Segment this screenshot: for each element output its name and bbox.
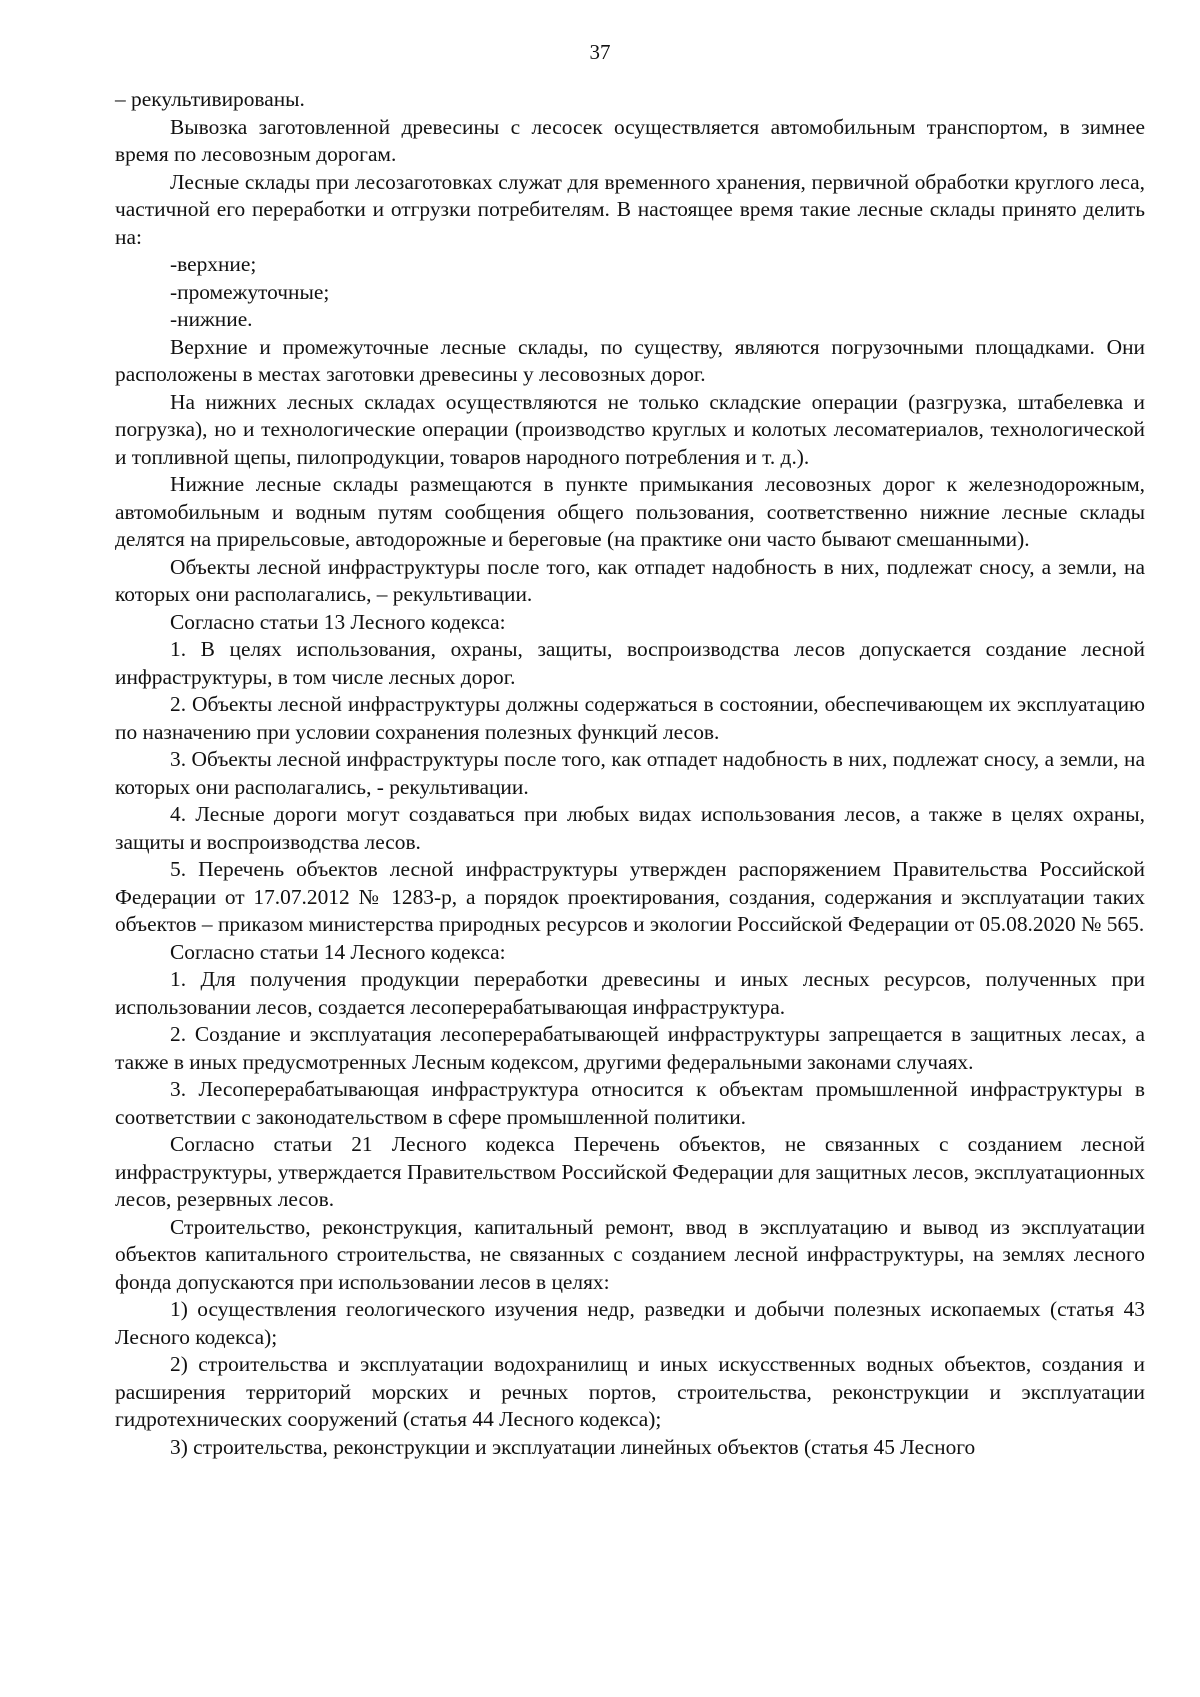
paragraph: -промежуточные; <box>170 279 330 304</box>
paragraph: 1) осуществления геологического изучения недр, разведки и добычи полезных ископаемых (статья 43 Лесного кодекса); <box>115 1297 1145 1349</box>
paragraph: Согласно статьи 13 Лесного кодекса: <box>170 609 506 634</box>
paragraph: Нижние лесные склады размещаются в пункте примыкания лесовозных дорог к железнодорожным, автомобильным и водным путям сообщения общего пользования, соответственно нижние лесные склады делятся на прирельсовые, автодорожные и береговые (на практике они часто бывают смешанными). <box>115 472 1145 551</box>
paragraph: Согласно статьи 14 Лесного кодекса: <box>170 939 506 964</box>
paragraph: 4. Лесные дороги могут создаваться при любых видах использования лесов, а также в целях охраны, защиты и воспроизводства лесов. <box>115 802 1145 854</box>
paragraph: 1. В целях использования, охраны, защиты, воспроизводства лесов допускается создание лесной инфраструктуры, в том числе лесных дорог. <box>115 637 1145 689</box>
page-number: 37 <box>589 40 611 64</box>
paragraph: 5. Перечень объектов лесной инфраструктуры утвержден распоряжением Правительства Российской Федерации от 17.07.2012 № 1283-р, а порядок проектирования, создания, содержания и эксплуатации таких объектов – приказом министерства природных ресурсов и экологии Российской Федерации от 05.08.2020 № 565. <box>115 857 1145 936</box>
paragraph: 3) строительства, реконструкции и эксплуатации линейных объектов (статья 45 Лесного <box>170 1434 976 1459</box>
paragraph: 1. Для получения продукции переработки древесины и иных лесных ресурсов, полученных при использовании лесов, создается лесоперерабатывающая инфраструктура. <box>115 967 1145 1019</box>
paragraph: Объекты лесной инфраструктуры после того, как отпадет надобность в них, подлежат сносу, а земли, на которых они располагались, – рекультивации. <box>115 554 1145 606</box>
paragraph: 3. Объекты лесной инфраструктуры после того, как отпадет надобность в них, подлежат сносу, а земли, на которых они располагались, - рекультивации. <box>115 747 1145 799</box>
paragraph: 2. Объекты лесной инфраструктуры должны содержаться в состоянии, обеспечивающем их эксплуатацию по назначению при условии сохранения полезных функций лесов. <box>115 692 1145 744</box>
paragraph: Верхние и промежуточные лесные склады, по существу, являются погрузочными площадками. Они расположены в местах заготовки древесины у лесовозных дорог. <box>115 334 1145 386</box>
paragraph: 3. Лесоперерабатывающая инфраструктура относится к объектам промышленной инфраструктуры в соответствии с законодательством в сфере промышленной политики. <box>115 1077 1145 1129</box>
paragraph: 2) строительства и эксплуатации водохранилищ и иных искусственных водных объектов, создания и расширения территорий морских и речных портов, строительства, реконструкции и эксплуатации гидротехнических сооружений (статья 44 Лесного кодекса); <box>115 1352 1145 1431</box>
paragraph: Согласно статьи 21 Лесного кодекса Перечень объектов, не связанных с созданием лесной инфраструктуры, утверждается Правительством Российской Федерации для защитных лесов, эксплуатационных лесов, резервных лесов. <box>115 1132 1145 1211</box>
paragraph: На нижних лесных складах осуществляются не только складские операции (разгрузка, штабелевка и погрузка), но и технологические операции (производство круглых и колотых лесоматериалов, технологической и топливной щепы, пилопродукции, товаров народного потребления и т. д.). <box>115 389 1145 469</box>
paragraph: Вывозка заготовленной древесины с лесосек осуществляется автомобильным транспортом, в зимнее время по лесовозным дорогам. <box>115 114 1145 166</box>
paragraph: – рекультивированы. <box>115 87 305 111</box>
paragraph: Лесные склады при лесозаготовках служат для временного хранения, первичной обработки круглого леса, частичной его переработки и отгрузки потребителям. В настоящее время такие лесные склады принято делить на: <box>115 169 1145 249</box>
document-body <box>115 86 1145 1461</box>
paragraph: Строительство, реконструкция, капитальный ремонт, ввод в эксплуатацию и вывод из эксплуатации объектов капитального строительства, не связанных с созданием лесной инфраструктуры, на землях лесного фонда допускаются при использовании лесов в целях: <box>115 1214 1145 1294</box>
paragraph: -нижние. <box>170 307 253 331</box>
paragraph: -верхние; <box>170 252 257 276</box>
paragraph: 2. Создание и эксплуатация лесоперерабатывающей инфраструктуры запрещается в защитных лесах, а также в иных предусмотренных Лесным кодексом, другими федеральными законами случаях. <box>115 1022 1145 1074</box>
